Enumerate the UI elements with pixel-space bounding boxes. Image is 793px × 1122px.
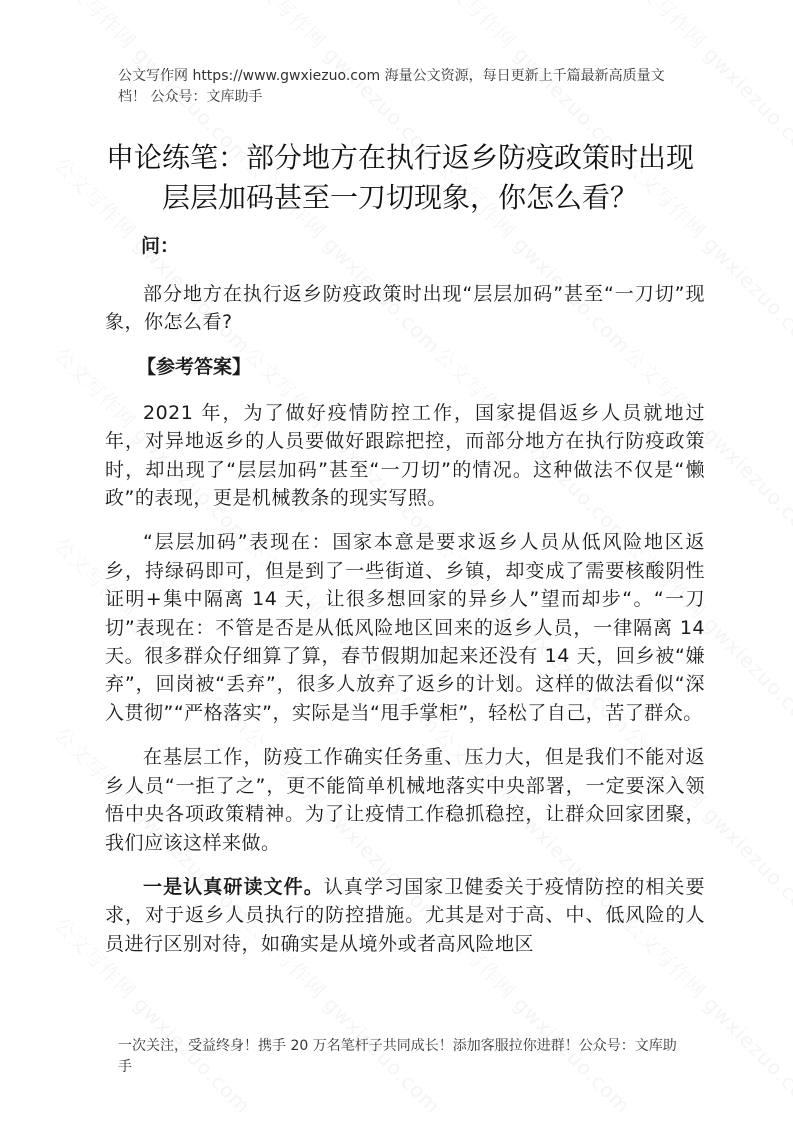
document-title: 申论练笔：部分地方在执行返乡防疫政策时出现层层加码甚至一刀切现象，你怎么看？	[105, 141, 694, 214]
page-header: 公文写作网 https://www.gwxiezuo.com 海量公文资源，每日更新上千篇最新高质量文档！ 公众号：文库助手	[118, 68, 665, 105]
answer-paragraph-3: 在基层工作，防疫工作确实任务重、压力大，但是我们不能对返乡人员“一拒了之”，更不能简单机械地落实中央部署，一定要深入领悟中央各项政策精神。为了让疫情工作稳抓稳控，让群众回家团聚，我们应该这样来做。	[105, 746, 705, 854]
question-label: 问：	[141, 235, 180, 257]
point-1-lead: 一是认真研读文件。	[143, 875, 324, 898]
page-footer: 一次关注，受益终身！携手 20 万名笔杆子共同成长！添加客服拉你进群！公众号：文库助手	[118, 1038, 677, 1075]
answer-label: 【参考答案】	[137, 355, 252, 378]
question-text: 部分地方在执行返乡防疫政策时出现“层层加码”甚至“一刀切”现象，你怎么看?	[105, 283, 705, 334]
document-body	[105, 232, 705, 974]
point-1-text: 认真学习国家卫健委关于疫情防控的相关要求，对于返乡人员执行的防控措施。尤其是对于高、中、低风险的人员进行区别对待，如确实是从境外或者高风险地区	[105, 875, 705, 955]
answer-paragraph-1: 2021 年，为了做好疫情防控工作，国家提倡返乡人员就地过年，对异地返乡的人员要做好跟踪把控，而部分地方在执行防疫政策时，却出现了“层层加码”甚至“一刀切”的情况。这种做法不仅是“懒政”的表现，更是机械教条的现实写照。	[105, 401, 705, 510]
answer-paragraph-2: “层层加码”表现在：国家本意是要求返乡人员从低风险地区返乡，持绿码即可，但是到了一些街道、乡镇，却变成了需要核酸阴性证明+集中隔离 14 天，让很多想回家的异乡人”望而却步“。“一刀切”表现在：不管是否是从低风险地区回来的返乡人员，一律隔离 14 天。很多群众仔细算了算，春节假期加起来还没有 14 天，回乡被“嫌弃”，回岗被“丢弃”，很多人放弃了返乡的计划。这样的做法看似“深入贯彻”“严格落实”，实际是当“甩手掌柜”，轻松了自己，苦了群众。	[105, 531, 705, 724]
answer-point-1	[105, 873, 705, 958]
